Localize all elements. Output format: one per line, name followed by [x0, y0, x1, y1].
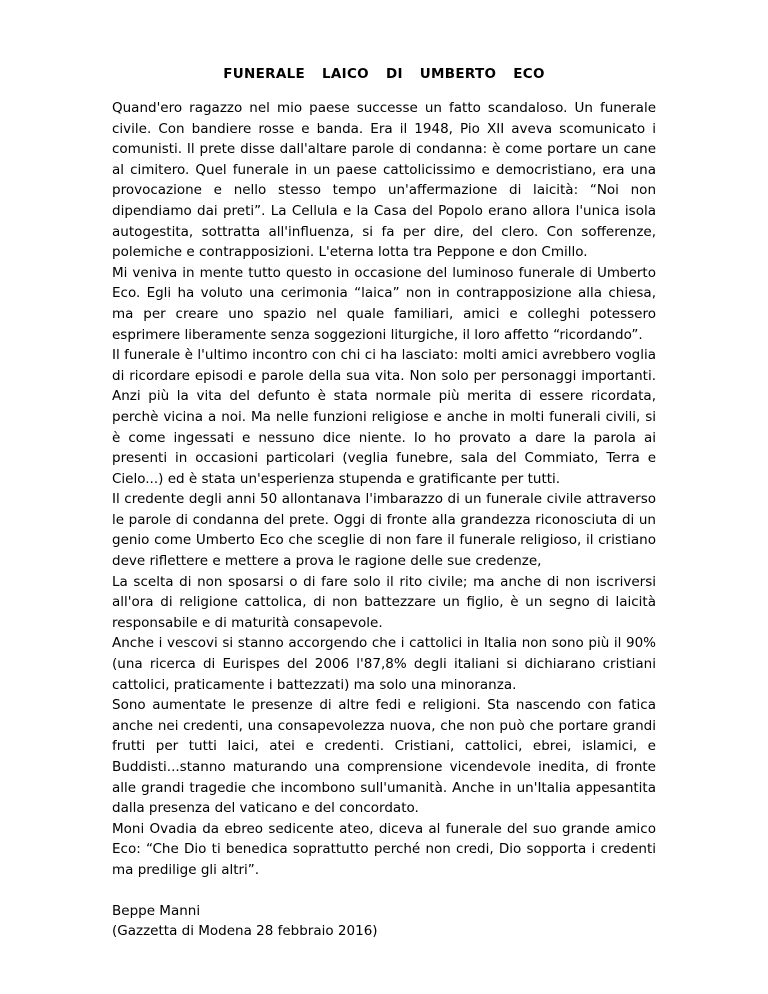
paragraph-7: Sono aumentate le presenze di altre fedi e religioni. Sta nascendo con fatica anche nei credenti, una consapevolezza nuova, che non può che portare grandi frutti per tutti laici, atei e credenti. Cristiani, cattolici, ebrei, islamici, e Buddisti...stanno maturando una comprensione vicendevole inedita, di fronte alle grandi tragedie che incombono sull'umanità. Anche in un'Italia appesantita dalla presenza del vaticano e del concordato.: [112, 697, 656, 817]
paragraph-2: Mi veniva in mente tutto questo in occasione del luminoso funerale di Umberto Eco. Egli ha voluto una cerimonia “laica” non in contrapposizione alla chiesa, ma per creare uno spazio nel quale familiari, amici e colleghi potessero esprimere liberamente senza soggezioni liturgiche, il loro affetto “ricordando”.: [112, 264, 656, 343]
paragraph-6: Anche i vescovi si stanno accorgendo che i cattolici in Italia non sono più il 90% (una ricerca di Eurispes del 2006 l'87,8% degli italiani si dichiarano cristiani cattolici, praticamente i battezzati) ma solo una minoranza.: [112, 635, 656, 693]
paragraph-4: Il credente degli anni 50 allontanava l'imbarazzo di un funerale civile attraverso le parole di condanna del prete. Oggi di fronte alla grandezza riconosciuta di un genio come Umberto Eco che sceglie di non fare il funerale religioso, il cristiano deve riflettere e mettere a prova le ragione delle sue credenze,: [112, 491, 656, 570]
author-name: Beppe Manni: [112, 902, 201, 919]
source-citation: (Gazzetta di Modena 28 febbraio 2016): [112, 923, 378, 940]
document-title: FUNERALE LAICO DI UMBERTO ECO: [223, 66, 545, 82]
paragraph-1: Quand'ero ragazzo nel mio paese successe un fatto scandaloso. Un funerale civile. Con bandiere rosse e banda. Era il 1948, Pio XII aveva scomunicato i comunisti. Il prete disse dall'altare parole di condanna: è come portare un cane al cimitero. Quel funerale in un paese cattolicissimo e democristiano, era una provocazione e nello stesso tempo un'affermazione di laicità: “Noi non dipendiamo dai preti”. La Cellula e la Casa del Popolo erano allora l'unica isola autogestita, sottratta all'influenza, si fa per dire, del clero. Con sofferenze, polemiche e contrapposizioni. L'eterna lotta tra Peppone e don Cmillo.: [112, 100, 656, 261]
signature-block: [112, 901, 656, 942]
paragraph-5: La scelta di non sposarsi o di fare solo il rito civile; ma anche di non iscriversi all'ora di religione cattolica, di non battezzare un figlio, è un segno di laicità responsabile e di maturità consapevole.: [112, 573, 656, 631]
document-page: [112, 64, 656, 942]
article-body: [112, 98, 656, 881]
paragraph-8: Moni Ovadia da ebreo sedicente ateo, diceva al funerale del suo grande amico Eco: “Che Dio ti benedica soprattutto perché non credi, Dio sopporta i credenti ma predilige gli altri”.: [112, 820, 656, 878]
paragraph-3: Il funerale è l'ultimo incontro con chi ci ha lasciato: molti amici avrebbero voglia di ricordare episodi e parole della sua vita. Non solo per personaggi importanti. Anzi più la vita del defunto è stata normale più merita di essere ricordata, perchè vicina a noi. Ma nelle funzioni religiose e anche in molti funerali civili, si è come ingessati e nessuno dice niente. Io ho provato a dare la parola ai presenti in occasioni particolari (veglia funebre, sala del Commiato, Terra e Cielo...) ed è stata un'esperienza stupenda e gratificante per tutti.: [112, 347, 656, 487]
